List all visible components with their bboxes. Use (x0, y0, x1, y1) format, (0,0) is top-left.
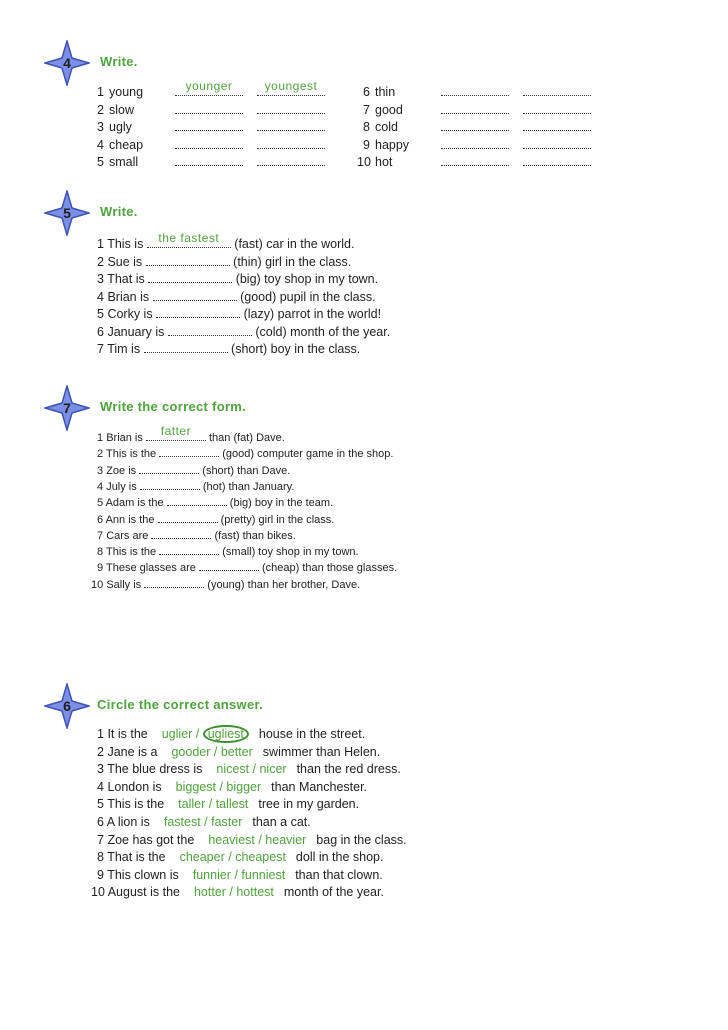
sentence-row (97, 271, 378, 286)
sentence-row (97, 850, 383, 864)
sentence-row (97, 833, 407, 847)
answer-blank[interactable] (199, 559, 259, 571)
item-number: 10 (357, 155, 371, 169)
sentence-end: tree in my garden. (258, 797, 360, 812)
answer-blank[interactable] (257, 79, 325, 96)
sentence-start: London is (107, 779, 162, 794)
option-separator: / (225, 885, 237, 900)
answer-blank[interactable] (441, 119, 509, 131)
word-row (363, 102, 591, 117)
item-number: 1 (97, 85, 104, 99)
sentence-start: That is (107, 272, 145, 286)
answer-options (162, 727, 249, 741)
item-number: 8 (97, 546, 104, 559)
answer-blank[interactable] (151, 527, 211, 539)
answer-blank[interactable] (175, 79, 243, 96)
item-number: 3 (97, 464, 104, 477)
base-word: ugly (109, 120, 132, 134)
sentence-end: than (fat) Dave. (209, 432, 285, 444)
sentence-start: That is the (107, 850, 166, 865)
sentence-start: Zoe is (106, 464, 137, 477)
sentence-start: The blue dress is (107, 762, 203, 777)
sentence-end: (cold) month of the year. (255, 324, 391, 339)
sentence-start: Brian is (107, 289, 150, 304)
item-number: 9 (363, 137, 370, 152)
sentence-row (97, 289, 376, 304)
sentence-end: (pretty) girl in the class. (220, 513, 335, 526)
answer-options (180, 850, 286, 864)
item-number: 8 (363, 120, 370, 134)
sentence-row (97, 494, 333, 509)
item-number: 6 (97, 513, 104, 526)
item-number: 7 (97, 342, 104, 356)
item-number: 6 (363, 85, 370, 99)
answer-blank[interactable] (139, 462, 199, 474)
word-row (363, 119, 591, 134)
sentence-row (97, 424, 285, 444)
base-word: happy (375, 137, 410, 152)
sentence-row (97, 511, 334, 526)
option-1[interactable]: funnier (192, 867, 231, 882)
sentence-start: Jane is a (107, 744, 158, 759)
base-word: good (375, 102, 403, 117)
answer-blank[interactable] (153, 289, 237, 301)
sentence-row (97, 306, 381, 321)
word-row (97, 137, 325, 152)
item-number: 5 (97, 497, 104, 510)
sentence-start: A lion is (106, 815, 150, 829)
sentence-end: (fast) car in the world. (234, 237, 355, 251)
answer-blank[interactable] (523, 119, 591, 131)
sentence-start: Tim is (107, 342, 141, 356)
base-word: young (109, 85, 144, 99)
handwritten-answer: youngest (264, 79, 318, 93)
exercise-number: 5 (63, 205, 71, 221)
option-separator: / (200, 815, 212, 829)
answer-options (193, 868, 285, 882)
option-2[interactable]: hottest (236, 885, 274, 900)
item-number: 4 (97, 137, 104, 152)
answer-blank[interactable] (144, 576, 204, 588)
item-number: 5 (97, 307, 104, 321)
answer-options (208, 833, 306, 847)
base-word: thin (375, 85, 396, 99)
item-number: 8 (97, 850, 104, 865)
exercise-title: Circle the correct answer. (97, 697, 264, 712)
base-word: slow (109, 102, 135, 117)
word-row (97, 79, 325, 99)
exercise-number: 6 (63, 698, 71, 714)
item-number: 5 (97, 155, 104, 169)
item-number: 9 (97, 562, 104, 575)
sentence-row (91, 576, 360, 591)
option-2[interactable]: ugliest (203, 725, 249, 743)
option-1[interactable]: taller (178, 797, 206, 812)
option-1[interactable]: gooder (171, 744, 211, 759)
item-number: 4 (97, 779, 104, 794)
sentence-end: bag in the class. (316, 832, 407, 847)
answer-blank[interactable] (523, 137, 591, 149)
answer-options (171, 745, 252, 759)
sentence-start: Cars are (106, 529, 149, 542)
answer-blank[interactable] (144, 341, 228, 353)
option-separator: / (215, 779, 227, 794)
option-separator: / (210, 744, 221, 759)
option-2[interactable]: tallest (215, 797, 249, 812)
sentence-end: house in the street. (258, 727, 366, 741)
item-number: 1 (97, 727, 104, 741)
word-row (363, 137, 591, 152)
answer-blank[interactable] (168, 324, 252, 336)
option-1[interactable]: biggest (175, 779, 216, 794)
sentence-start: These glasses are (105, 562, 196, 575)
sentence-end: (young) than her brother, Dave. (207, 578, 361, 591)
answer-blank[interactable] (257, 137, 325, 149)
option-separator: / (192, 727, 203, 741)
option-separator: / (224, 850, 236, 865)
answer-blank[interactable] (175, 102, 243, 114)
base-word: small (109, 155, 139, 169)
option-2[interactable]: nicer (259, 762, 287, 777)
item-number: 4 (97, 289, 104, 304)
answer-options (164, 815, 243, 829)
sentence-start: Brian is (106, 432, 143, 444)
option-separator: / (249, 762, 260, 777)
sentence-row (97, 727, 365, 741)
sentence-row (97, 324, 390, 339)
sentence-end: (short) than Dave. (202, 464, 291, 477)
sentence-start: Adam is the (105, 497, 164, 510)
item-number: 4 (97, 480, 104, 493)
sentence-start: This is (107, 237, 144, 251)
option-2[interactable]: better (220, 744, 253, 759)
item-number: 10 (91, 578, 104, 591)
sentence-start: January is (107, 324, 165, 339)
sentence-end: (cheap) than those glasses. (262, 562, 398, 575)
answer-blank[interactable] (523, 84, 591, 96)
sentence-row (97, 868, 383, 882)
item-number: 5 (97, 797, 104, 812)
star-badge-7 (44, 385, 90, 431)
sentence-row (97, 478, 294, 493)
item-number: 2 (97, 448, 104, 461)
star-badge-4 (44, 40, 90, 86)
sentence-end: doll in the shop. (295, 850, 384, 865)
option-separator: / (254, 832, 266, 847)
sentence-row (97, 797, 359, 811)
answer-blank[interactable] (159, 543, 219, 555)
answer-blank[interactable] (175, 154, 243, 166)
sentence-row (97, 462, 290, 477)
star-badge-6 (44, 683, 90, 729)
option-2[interactable]: funniest (241, 867, 286, 882)
answer-options (176, 780, 261, 794)
answer-blank[interactable] (158, 511, 218, 523)
answer-blank[interactable] (140, 478, 200, 490)
item-number: 7 (363, 102, 370, 117)
sentence-start: This is the (107, 797, 165, 812)
answer-blank[interactable] (146, 424, 206, 441)
sentence-end: than that clown. (295, 867, 383, 882)
sentence-end: month of the year. (283, 885, 384, 900)
item-number: 2 (97, 102, 104, 117)
handwritten-answer: fatter (160, 424, 192, 438)
answer-blank[interactable] (146, 254, 230, 266)
sentence-start: Zoe has got the (107, 832, 195, 847)
sentence-start: July is (106, 480, 137, 493)
sentence-start: Ann is the (105, 513, 155, 526)
exercise-number: 7 (63, 400, 71, 416)
word-row (357, 154, 591, 169)
answer-blank[interactable] (441, 154, 509, 166)
sentence-start: Sue is (107, 254, 143, 269)
item-number: 10 (91, 885, 105, 900)
option-2[interactable]: bigger (226, 779, 262, 794)
answer-blank[interactable] (441, 102, 509, 114)
sentence-row (97, 815, 311, 829)
option-separator: / (230, 867, 242, 882)
option-1[interactable]: uglier (161, 727, 193, 741)
answer-blank[interactable] (148, 271, 232, 283)
item-number: 1 (97, 432, 104, 444)
star-badge-5 (44, 190, 90, 236)
answer-blank[interactable] (257, 119, 325, 131)
sentence-end: (good) computer game in the shop. (222, 448, 394, 461)
sentence-end: (big) boy in the team. (229, 497, 334, 510)
sentence-end: than the red dress. (296, 762, 401, 777)
sentence-start: This clown is (107, 867, 179, 882)
sentence-end: (big) toy shop in my town. (235, 272, 379, 286)
exercise-title: Write. (100, 204, 138, 219)
answer-blank[interactable] (523, 102, 591, 114)
base-word: cold (375, 120, 398, 134)
handwritten-answer: younger (185, 79, 233, 93)
option-1[interactable]: nicest (216, 762, 250, 777)
item-number: 3 (97, 762, 104, 777)
sentence-start: This is the (105, 546, 157, 559)
answer-blank[interactable] (441, 137, 509, 149)
sentence-row (97, 559, 397, 574)
option-separator: / (205, 797, 216, 812)
sentence-start: Corky is (107, 307, 153, 321)
sentence-start: Sally is (106, 578, 142, 591)
word-row (97, 102, 325, 117)
answer-options (216, 762, 286, 776)
exercise-number: 4 (63, 55, 71, 71)
sentence-end: than Manchester. (271, 779, 368, 794)
sentence-row (97, 254, 351, 269)
exercise-title: Write. (100, 54, 138, 69)
option-1[interactable]: cheaper (179, 850, 225, 865)
sentence-end: (fast) than bikes. (214, 529, 296, 542)
sentence-end: swimmer than Helen. (262, 744, 381, 759)
answer-blank[interactable] (167, 494, 227, 506)
sentence-row (97, 762, 401, 776)
option-1[interactable]: fastest (163, 815, 201, 829)
answer-blank[interactable] (257, 102, 325, 114)
handwritten-answer: the fastest (158, 231, 220, 245)
base-word: hot (375, 155, 393, 169)
sentence-row (97, 231, 355, 251)
item-number: 2 (97, 254, 104, 269)
sentence-end: (lazy) parrot in the world! (243, 307, 382, 321)
sentence-row (97, 445, 393, 460)
item-number: 1 (97, 237, 104, 251)
item-number: 6 (97, 815, 104, 829)
word-row (97, 119, 325, 134)
item-number: 2 (97, 744, 104, 759)
option-2[interactable]: faster (211, 815, 243, 829)
sentence-end: (short) boy in the class. (231, 342, 361, 356)
option-2[interactable]: heavier (265, 832, 307, 847)
sentence-start: It is the (107, 727, 148, 741)
sentence-start: This is the (105, 448, 157, 461)
sentence-row (97, 780, 367, 794)
sentence-end: (good) pupil in the class. (240, 289, 376, 304)
answer-blank[interactable] (441, 84, 509, 96)
item-number: 7 (97, 529, 104, 542)
base-word: cheap (109, 137, 144, 152)
sentence-start: August is the (107, 885, 180, 900)
option-2[interactable]: cheapest (235, 850, 286, 865)
item-number: 3 (97, 120, 104, 134)
item-number: 6 (97, 324, 104, 339)
answer-blank[interactable] (156, 306, 240, 318)
exercise-title: Write the correct form. (100, 399, 247, 414)
sentence-end: (hot) than January. (202, 480, 295, 493)
sentence-end: (small) toy shop in my town. (222, 546, 359, 559)
sentence-row (97, 527, 296, 542)
sentence-end: (thin) girl in the class. (233, 254, 352, 269)
word-row (363, 84, 591, 99)
option-1[interactable]: heaviest (208, 832, 255, 847)
answer-blank[interactable] (159, 445, 219, 457)
item-number: 3 (97, 272, 104, 286)
word-row (97, 154, 325, 169)
sentence-row (91, 885, 384, 899)
answer-blank[interactable] (147, 231, 231, 248)
sentence-row (97, 341, 360, 356)
answer-blank[interactable] (175, 137, 243, 149)
item-number: 7 (97, 832, 104, 847)
sentence-end: than a cat. (252, 815, 311, 829)
answer-blank[interactable] (523, 154, 591, 166)
answer-options (178, 797, 248, 811)
answer-blank[interactable] (257, 154, 325, 166)
answer-blank[interactable] (175, 119, 243, 131)
answer-options (194, 885, 274, 899)
option-1[interactable]: hotter (193, 885, 226, 900)
item-number: 9 (97, 867, 104, 882)
sentence-row (97, 543, 359, 558)
sentence-row (97, 745, 380, 759)
